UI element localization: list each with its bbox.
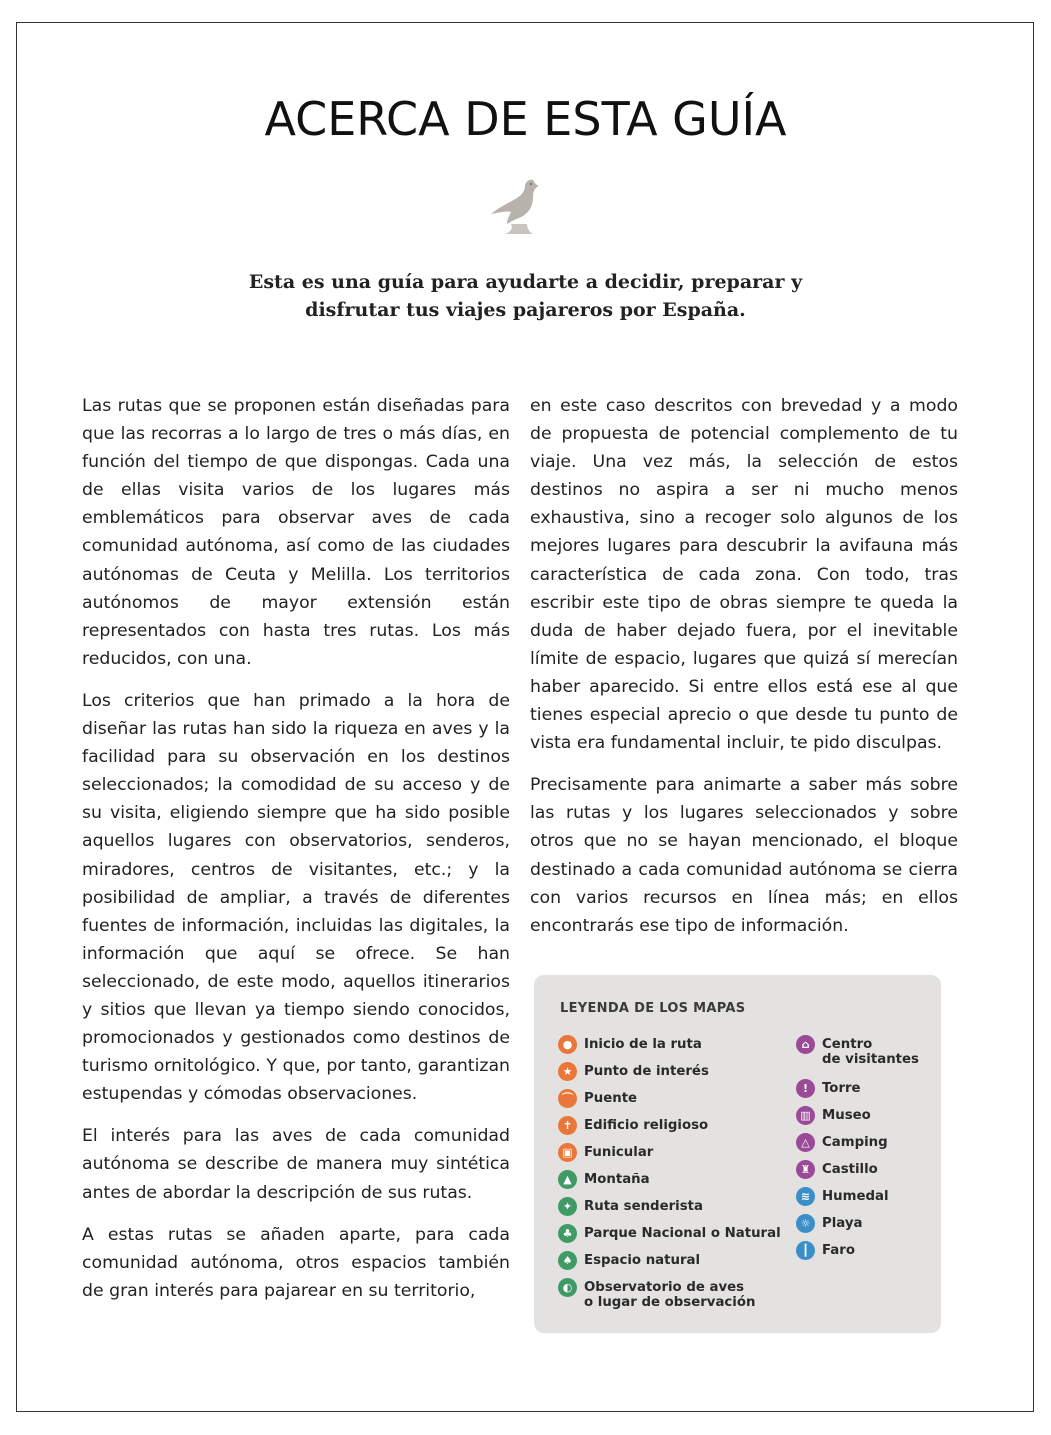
legend-item [796,1135,888,1152]
legend-item-label: Castillo [822,1162,878,1177]
legend-item [558,1172,650,1189]
paragraph: Las rutas que se proponen están diseñadas para que las recorras a lo largo de tres o más días, en función del tiempo de que dispongas. Cada una de ellas visita varios de los lugares más emblemáticos para observar aves de cada comunidad autónoma, así como de las ciudades autónomas de Ceuta y Melilla. Los territorios autónomos de mayor extensión están representados con hasta tres rutas. Los más reducidos, con una. [82,396,510,669]
legend-item [558,1226,781,1243]
map-legend [534,975,941,1333]
legend-item [558,1118,708,1135]
legend-item [558,1037,702,1054]
church-icon: ✝ [558,1116,577,1135]
legend-item-label: Camping [822,1135,888,1150]
legend-item [796,1243,855,1260]
legend-item-label: Funicular [584,1145,654,1160]
paragraph: A estas rutas se añaden aparte, para cada comunidad autónoma, otros espacios también de gran interés para pajarear en su territorio, [82,1224,510,1301]
legend-item-label: Museo [822,1108,871,1123]
castle-icon: ♜ [796,1160,815,1179]
seagull-icon [487,176,551,238]
legend-item [558,1145,653,1162]
legend-item [796,1216,863,1233]
legend-item [558,1280,755,1310]
page-title: ACERCA DE ESTA GUÍA [264,92,787,146]
legend-item-label: Humedal [822,1189,889,1204]
visitor-center-icon: ⌂ [796,1035,815,1054]
legend-item [796,1189,889,1206]
paragraph: Los criterios que han primado a la hora de diseñar las rutas han sido la riqueza en aves y la facilidad para su observación en los destinos seleccionados; la comodidad de su acceso y de su visita, eligiendo siempre que ha sido posible aquellos lugares con observatorios, senderos, miradores, centros de visitantes, etc.; y la posibilidad de ampliar, a través de diferentes fuentes de información, incluidas las digitales, la información que aquí se ofrece. Se han seleccionado, de este modo, aquellos itinerarios y sitios que llevan ya tiempo siendo conocidos, promocionados y gestionados como destinos de turismo ornitológico. Y que, por tanto, garantizan estupendas y cómodas observaciones. [82,690,510,1105]
legend-item [796,1081,861,1098]
page-subtitle: Esta es una guía para ayudarte a decidir, preparar y disfrutar tus viajes pajareros por España. [248,271,803,321]
legend-item [558,1064,709,1081]
park-icon: ♣ [558,1224,577,1243]
legend-item-label: Punto de interés [584,1064,709,1079]
pin-icon: ● [558,1035,577,1054]
lighthouse-icon: ┃ [796,1241,815,1260]
star-icon: ★ [558,1062,577,1081]
left-column [82,392,510,1319]
legend-item-label: Espacio natural [584,1253,701,1268]
legend-item-label: Inicio de la ruta [584,1037,702,1052]
right-column [530,392,958,954]
tower-icon: ! [796,1079,815,1098]
tree-icon: ♠ [558,1251,577,1270]
paragraph: El interés para las aves de cada comunidad autónoma se describe de manera muy sintética antes de abordar la descripción de sus rutas. [82,1126,510,1203]
museum-icon: ▥ [796,1106,815,1125]
legend-item-label: Puente [584,1091,638,1106]
legend-item-label: Faro [822,1243,855,1258]
bridge-icon: ⌒ [558,1089,577,1108]
legend-item-label: Edificio religioso [584,1118,709,1133]
paragraph: Precisamente para animarte a saber más sobre las rutas y los lugares seleccionados y sobre otros que no se hayan mencionado, el bloque destinado a cada comunidad autónoma se cierra con varios recursos en línea más; en ellos encontrarás ese tipo de información. [530,775,958,936]
binoculars-icon: ◐ [558,1278,577,1297]
legend-title: LEYENDA DE LOS MAPAS [560,1001,746,1016]
legend-item [558,1253,700,1270]
legend-item-label: Montaña [584,1172,650,1187]
beach-icon: ☼ [796,1214,815,1233]
tent-icon: △ [796,1133,815,1152]
legend-item [796,1162,878,1179]
legend-item [796,1037,919,1067]
legend-item [558,1091,637,1108]
hiker-icon: ✦ [558,1197,577,1216]
mountain-icon: ▲ [558,1170,577,1189]
wetland-icon: ≋ [796,1187,815,1206]
legend-item [796,1108,871,1125]
funicular-icon: ▣ [558,1143,577,1162]
legend-item-label: Observatorio de aves o lugar de observación [584,1280,756,1310]
paragraph: en este caso descritos con brevedad y a modo de propuesta de potencial complemento de tu viaje. Una vez más, la selección de estos destinos no aspira a ser ni mucho menos exhaustiva, sino a recoger solo algunos de los mejores lugares para descubrir la avifauna más característica de cada zona. Con todo, tras escribir este tipo de obras siempre te queda la duda de haber dejado fuera, por el inevitable límite de espacio, lugares que quizá sí merecían haber aparecido. Si entre ellos está ese al que tienes especial aprecio o que desde tu punto de vista era fundamental incluir, te pido disculpas. [530,396,958,754]
legend-item [558,1199,703,1216]
legend-item-label: Parque Nacional o Natural [584,1226,781,1241]
legend-item-label: Ruta senderista [584,1199,703,1214]
legend-item-label: Torre [822,1081,861,1096]
legend-item-label: Playa [822,1216,863,1231]
legend-item-label: Centro de visitantes [822,1037,919,1067]
